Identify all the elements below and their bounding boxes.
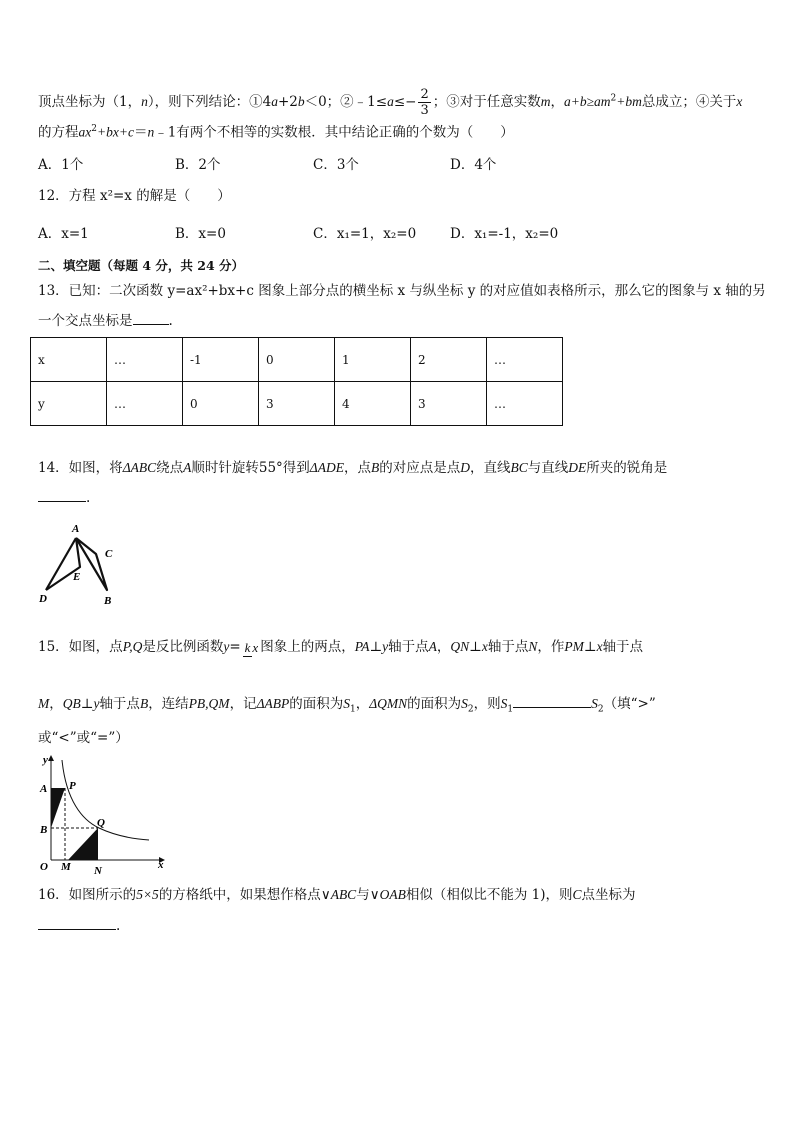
segment-ad — [46, 538, 76, 590]
q12-option-b: B．x=0 — [175, 226, 226, 242]
q11-option-c: C．3个 — [313, 157, 359, 173]
table-row: x … -1 0 1 2 … — [31, 338, 563, 382]
q11-line2: 的方程$ax^2+bx+c=n﹣1$有两个不相等的实数根．其中结论正确的个数为（ ） — [38, 124, 514, 141]
label-y: y — [43, 754, 48, 766]
fraction-k-over-x: k x — [244, 639, 259, 655]
q12-stem: 12．方程 x²=x 的解是（ ） — [38, 188, 231, 204]
q15-line3: 或“<”或“=”） — [38, 730, 129, 746]
label-m: M — [61, 861, 71, 873]
q11-option-d: D．4个 — [450, 157, 497, 173]
q15-line1: 15．如图，点P,Q是反比例函数y= k x 图象上的两点，PA⊥y轴于点A，QN⊥x轴于点N，作PM⊥x轴于点 — [38, 639, 644, 655]
label-o: O — [40, 861, 48, 873]
q16-stem: 16．如图所示的5×5的方格纸中，如果想作格点∨ABC与∨OAB相似（相似比不能为 1)，则C点坐标为 — [38, 887, 636, 903]
label-d: D — [39, 593, 47, 605]
q14-stem: 14．如图，将ΔABC绕点A顺时针旋转55°得到ΔADE，点B的对应点是点D，直线BC与直线DE所夹的锐角是 — [38, 460, 668, 476]
q15-line2: M，QB⊥y轴于点B，连结PB,QM，记ΔABP的面积为$S_1$，ΔQMN的面积为$S_2$，则$S_1$ $S_2$（填“>” — [38, 696, 656, 715]
label-x: x — [158, 859, 164, 871]
q16-answer-line: . — [38, 918, 120, 934]
q14-rotation-figure — [36, 520, 126, 610]
q15-answer-blank[interactable] — [513, 707, 591, 708]
q11-line1: 顶点坐标为（1，n），则下列结论：①4a+2b＜0；②﹣1≤a≤− $\frac{2}{3}$ ；③对于任意实数m，$a+b\ge am^2+bm$总成立；④关于x — [38, 87, 743, 118]
q15-inverse-function-graph — [34, 752, 169, 877]
q13-line2: 一个交点坐标是 . — [38, 313, 173, 329]
triangle-qmn — [68, 828, 98, 860]
label-c: C — [105, 548, 113, 560]
triangle-abp — [51, 788, 65, 828]
label-e: E — [73, 571, 81, 583]
q16-answer-blank[interactable] — [38, 929, 116, 930]
q11-option-b: B．2个 — [175, 157, 221, 173]
q13-value-table — [30, 337, 563, 426]
label-a: A — [40, 783, 48, 795]
label-b: B — [104, 595, 112, 607]
q12-option-c: C．x₁=1，x₂=0 — [313, 226, 417, 242]
q12-option-a: A．x=1 — [38, 226, 89, 242]
section-heading: 二、填空题（每题 4 分，共 24 分） — [38, 258, 245, 273]
table-row: y … 0 3 4 3 … — [31, 382, 563, 426]
q13-line1: 13．已知：二次函数 y=ax²+bx+c 图象上部分点的横坐标 x 与纵坐标 y 的对应值如表格所示，那么它的图象与 x 轴的另 — [38, 283, 766, 299]
label-n: N — [94, 865, 102, 877]
label-q: Q — [97, 817, 105, 829]
q12-option-d: D．x₁=-1，x₂=0 — [450, 226, 559, 242]
label-p: P — [69, 780, 76, 792]
q14-answer-line: . — [38, 490, 90, 506]
q11-option-a: A．1个 — [38, 157, 84, 173]
fraction-two-thirds: $\frac{2}{3}$ — [420, 87, 429, 118]
label-b: B — [40, 824, 48, 836]
q13-answer-blank[interactable] — [133, 324, 169, 325]
label-a: A — [72, 523, 80, 535]
q14-answer-blank[interactable] — [38, 501, 86, 502]
hyperbola-curve — [62, 760, 149, 840]
